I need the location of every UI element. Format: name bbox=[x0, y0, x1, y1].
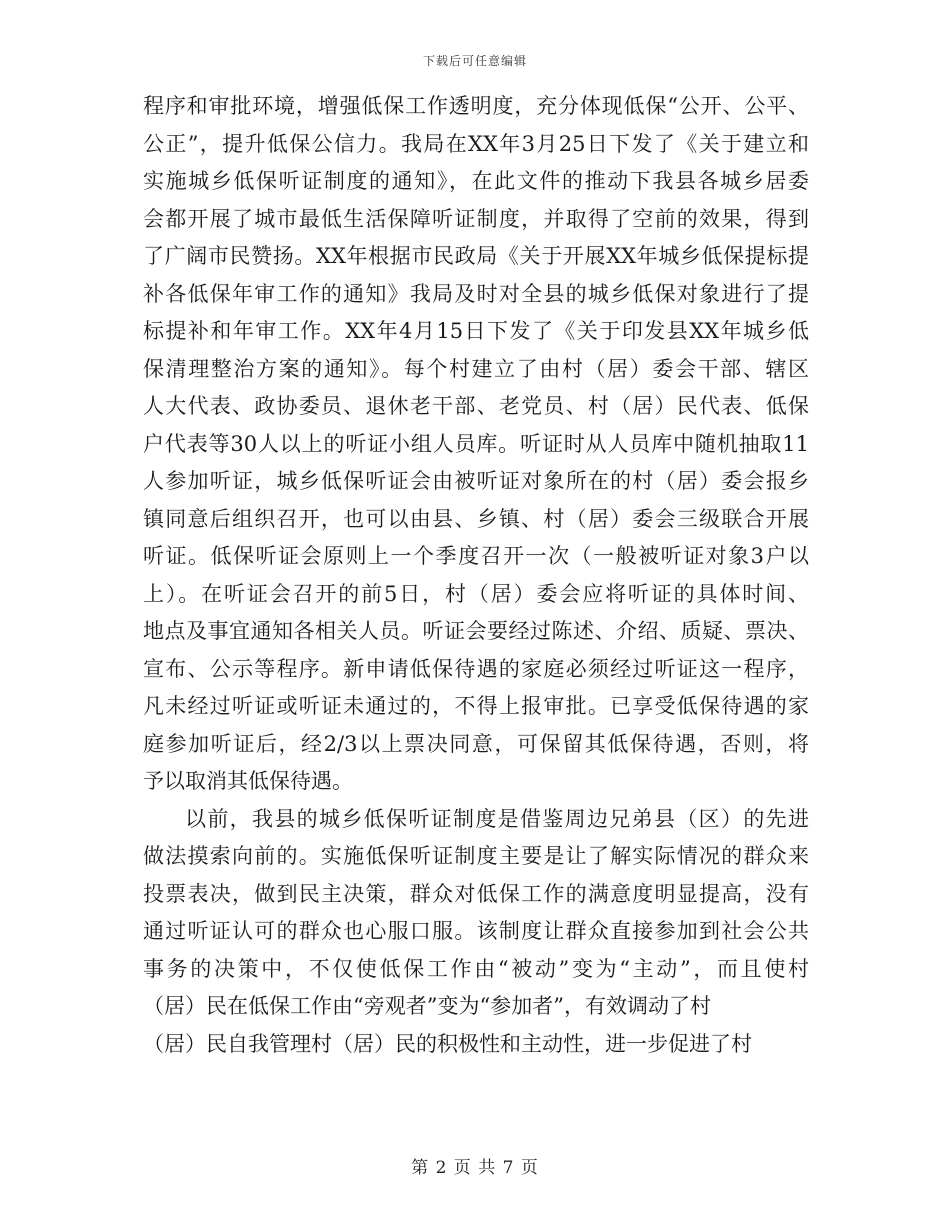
text-line: 保清理整治方案的通知》。每个村建立了由村（居）委会干部、辖区 bbox=[143, 356, 809, 381]
text-line: 庭参加听证后，经2/3以上票决同意，可保留其低保待遇，否则，将 bbox=[143, 731, 809, 756]
text-line: 宣布、公示等程序。新申请低保待遇的家庭必须经过听证这一程序， bbox=[143, 656, 809, 681]
page-header: 下载后可任意编辑 bbox=[422, 54, 527, 68]
text-line: 通过听证认可的群众也心服口服。该制度让群众直接参加到社会公共 bbox=[143, 919, 809, 943]
text-line: 了广阔市民赞扬。XX年根据市民政局《关于开展XX年城乡低保提标提 bbox=[143, 244, 809, 268]
text-line: 人参加听证，城乡低保听证会由被听证对象所在的村（居）委会报乡 bbox=[143, 469, 809, 493]
text-line: 凡未经过听证或听证未通过的，不得上报审批。已享受低保待遇的家 bbox=[143, 694, 809, 718]
text-line: 听证。低保听证会原则上一个季度召开一次（一般被听证对象3户以 bbox=[143, 544, 809, 568]
text-line: 上）。在听证会召开的前5日，村（居）委会应将听证的具体时间、 bbox=[143, 581, 809, 606]
text-line: 公正”，提升低保公信力。我局在XX年3月25日下发了《关于建立和 bbox=[143, 131, 809, 156]
text-line: 做法摸索向前的。实施低保听证制度主要是让了解实际情况的群众来 bbox=[143, 844, 809, 868]
document-body bbox=[143, 88, 809, 1063]
text-line: （居）民自我管理村（居）民的积极性和主动性，进一步促进了村 bbox=[143, 1031, 752, 1056]
text-line: 地点及事宜通知各相关人员。听证会要经过陈述、介绍、质疑、票决、 bbox=[143, 619, 809, 643]
text-line: 以前，我县的城乡低保听证制度是借鉴周边兄弟县（区）的先进 bbox=[185, 806, 809, 831]
text-line: 程序和审批环境，增强低保工作透明度，充分体现低保“公开、公平、 bbox=[143, 94, 809, 118]
text-line: 户代表等30人以上的听证小组人员库。听证时从人员库中随机抽取11 bbox=[143, 431, 809, 456]
text-line: 会都开展了城市最低生活保障听证制度，并取得了空前的效果，得到 bbox=[143, 206, 809, 231]
text-line: 投票表决，做到民主决策，群众对低保工作的满意度明显提高，没有 bbox=[143, 881, 809, 906]
text-line: 予以取消其低保待遇。 bbox=[143, 769, 353, 793]
text-line: 补各低保年审工作的通知》我局及时对全县的城乡低保对象进行了提 bbox=[143, 281, 809, 306]
page-number-footer: 第 2 页 共 7 页 bbox=[411, 1158, 539, 1178]
text-line: 事务的决策中，不仅使低保工作由“被动”变为“主动”，而且使村 bbox=[143, 956, 809, 981]
text-line: 标提补和年审工作。XX年4月15日下发了《关于印发县XX年城乡低 bbox=[143, 319, 809, 343]
paragraph-1 bbox=[143, 88, 809, 801]
text-line: 镇同意后组织召开，也可以由县、乡镇、村（居）委会三级联合开展 bbox=[143, 506, 809, 531]
text-line: （居）民在低保工作由“旁观者”变为“参加者”，有效调动了村 bbox=[143, 994, 711, 1018]
text-line: 实施城乡低保听证制度的通知》，在此文件的推动下我县各城乡居委 bbox=[143, 169, 809, 193]
paragraph-2 bbox=[143, 801, 809, 1064]
text-line: 人大代表、政协委员、退休老干部、老党员、村（居）民代表、低保 bbox=[143, 394, 809, 418]
